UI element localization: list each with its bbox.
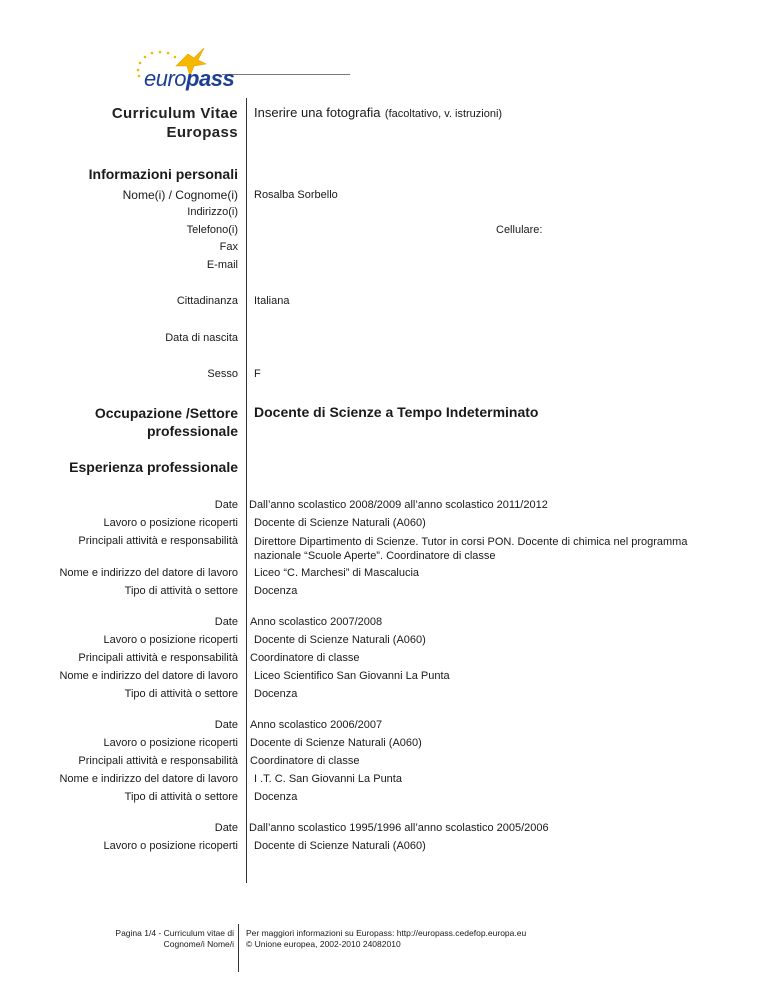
- sex-value: F: [254, 368, 261, 380]
- sex-label: Sesso: [207, 368, 238, 380]
- duties-label: Principali attività e responsabilità: [78, 535, 238, 547]
- section-personal-info: Informazioni personali: [88, 166, 238, 182]
- fax-label: Fax: [219, 241, 238, 253]
- column-divider: [246, 98, 247, 883]
- duties-value: Direttore Dipartimento di Scienze. Tutor in corsi PON. Docente di chimica nel programma nazionale “Scuole Aperte”. Coordinatore di classe: [254, 536, 688, 562]
- name-label: Nome(i) / Cognome(i): [122, 188, 238, 202]
- address-label: Indirizzo(i): [187, 206, 238, 218]
- role-value: Docente di Scienze Naturali (A060): [254, 517, 426, 529]
- date-label: Date: [214, 616, 238, 628]
- occupation-value: Docente di Scienze a Tempo Indeterminato: [254, 404, 539, 420]
- date-label: Date: [214, 822, 238, 834]
- duties-label: Principali attività e responsabilità: [78, 755, 238, 767]
- date-label: Date: [214, 719, 238, 731]
- photo-placeholder: Inserire una fotografia (facoltativo, v. istruzioni): [254, 105, 503, 120]
- footer-europass-info: Per maggiori informazioni su Europass: http://europass.cedefop.europa.eu © Unione europea, 2002-2010 24082010: [246, 928, 527, 949]
- employer-value: Liceo Scientifico San Giovanni La Punta: [254, 670, 450, 682]
- sector-label: Tipo di attività o settore: [124, 585, 238, 597]
- employer-value: Liceo “C. Marchesi” di Mascalucia: [254, 567, 420, 579]
- phone-label: Telefono(i): [186, 224, 238, 236]
- role-value: Docente di Scienze Naturali (A060): [250, 737, 422, 749]
- email-label: E-mail: [206, 259, 238, 271]
- date-value: Anno scolastico 2007/2008: [250, 616, 383, 628]
- sector-value: Docenza: [254, 791, 298, 803]
- sector-value: Docenza: [254, 585, 298, 597]
- date-value: Dall’anno scolastico 2008/2009 all’anno scolastico 2011/2012: [249, 499, 548, 511]
- employer-label: Nome e indirizzo del datore di lavoro: [59, 773, 238, 785]
- role-value: Docente di Scienze Naturali (A060): [254, 634, 426, 646]
- mobile-label: Cellulare:: [496, 224, 543, 236]
- section-work-experience: Esperienza professionale: [69, 459, 238, 475]
- duties-value: Coordinatore di classe: [250, 755, 360, 767]
- date-label: Date: [214, 499, 238, 511]
- logo-rule: [222, 74, 350, 75]
- duties-value: Coordinatore di classe: [250, 652, 360, 664]
- footer-divider: [238, 924, 239, 972]
- sector-label: Tipo di attività o settore: [124, 791, 238, 803]
- role-value: Docente di Scienze Naturali (A060): [254, 840, 426, 852]
- citizenship-value: Italiana: [254, 295, 290, 307]
- employer-value: I .T. C. San Giovanni La Punta: [254, 773, 402, 785]
- date-value: Dall’anno scolastico 1995/1996 all’anno scolastico 2005/2006: [249, 822, 549, 834]
- role-label: Lavoro o posizione ricoperti: [103, 737, 238, 749]
- birthdate-label: Data di nascita: [165, 332, 238, 344]
- citizenship-label: Cittadinanza: [176, 295, 238, 307]
- employer-label: Nome e indirizzo del datore di lavoro: [59, 567, 238, 579]
- employer-label: Nome e indirizzo del datore di lavoro: [59, 670, 238, 682]
- role-label: Lavoro o posizione ricoperti: [103, 517, 238, 529]
- logo-wordmark: europass: [144, 66, 235, 91]
- duties-label: Principali attività e responsabilità: [78, 652, 238, 664]
- footer-page-info: Pagina 1/4 - Curriculum vitae di Cognome/i Nome/i: [115, 928, 234, 949]
- europass-logo: [132, 44, 252, 96]
- name-value: Rosalba Sorbello: [254, 189, 338, 201]
- date-value: Anno scolastico 2006/2007: [250, 719, 383, 731]
- cv-title: Curriculum Vitae Europass: [111, 105, 238, 141]
- role-label: Lavoro o posizione ricoperti: [103, 840, 238, 852]
- role-label: Lavoro o posizione ricoperti: [103, 634, 238, 646]
- sector-value: Docenza: [254, 688, 298, 700]
- sector-label: Tipo di attività o settore: [124, 688, 238, 700]
- occupation-label: Occupazione /Settore professionale: [94, 405, 238, 439]
